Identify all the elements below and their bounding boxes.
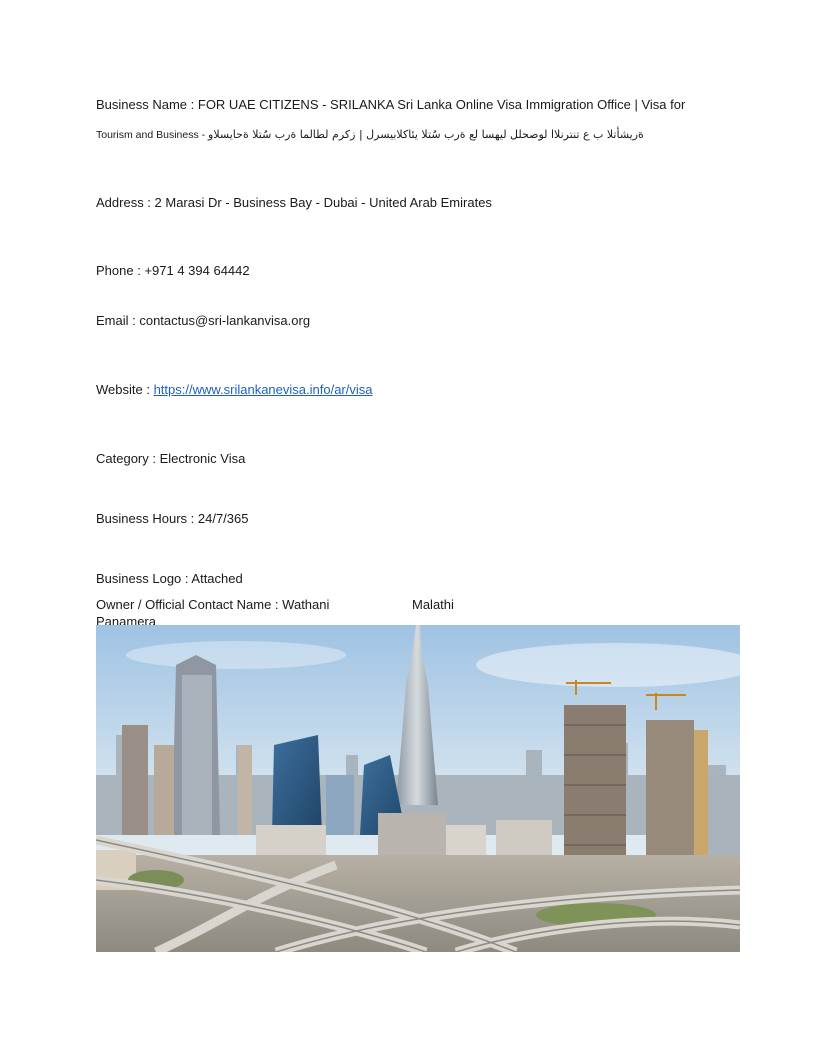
address-value: 2 Marasi Dr - Business Bay - Dubai - United Arab Emirates <box>154 195 492 210</box>
email-value: contactus@sri-lankanvisa.org <box>139 313 311 328</box>
dubai-skyline-photo <box>96 625 740 952</box>
category-value: Electronic Visa <box>159 451 246 466</box>
owner-label: Owner / Official Contact Name : <box>96 597 283 612</box>
business-name-value: FOR UAE CITIZENS - SRILANKA Sri Lanka Online Visa Immigration Office | Visa for <box>197 97 686 112</box>
email-label: Email : <box>96 313 140 328</box>
business-name-line-1 <box>96 97 685 113</box>
business-name-latin: Tourism and Business - <box>96 129 209 141</box>
address-label: Address : <box>96 195 155 210</box>
phone-label: Phone : <box>96 263 145 278</box>
logo-value: Attached <box>191 571 243 586</box>
business-name-label: Business Name : <box>96 97 198 112</box>
category-line <box>96 451 245 467</box>
owner-line <box>96 597 329 613</box>
phone-value: +971 4 394 64442 <box>144 263 250 278</box>
owner-first-name: Wathani <box>282 597 330 612</box>
website-link[interactable]: https://www.srilankanevisa.info/ar/visa <box>153 382 373 397</box>
category-label: Category : <box>96 451 160 466</box>
hours-line <box>96 511 248 527</box>
logo-label: Business Logo : <box>96 571 192 586</box>
website-line <box>96 382 373 398</box>
logo-line <box>96 571 243 587</box>
phone-line <box>96 263 250 279</box>
business-name-arabic: ةريشأتلا ب ع تنترنلاا لوصحلل ليهسا لع ةرب سُتلا يئاكلابيسرل | زكرم لطالما ةرب سُتلا ةحايسلاو <box>208 128 644 141</box>
hours-label: Business Hours : <box>96 511 198 526</box>
business-name-line-2 <box>96 127 644 143</box>
email-line <box>96 313 310 329</box>
hours-value: 24/7/365 <box>197 511 249 526</box>
website-label: Website : <box>96 382 154 397</box>
owner-middle-name: Malathi <box>412 597 454 612</box>
owner-last-name: Panamera <box>96 614 156 625</box>
address-line <box>96 195 492 211</box>
